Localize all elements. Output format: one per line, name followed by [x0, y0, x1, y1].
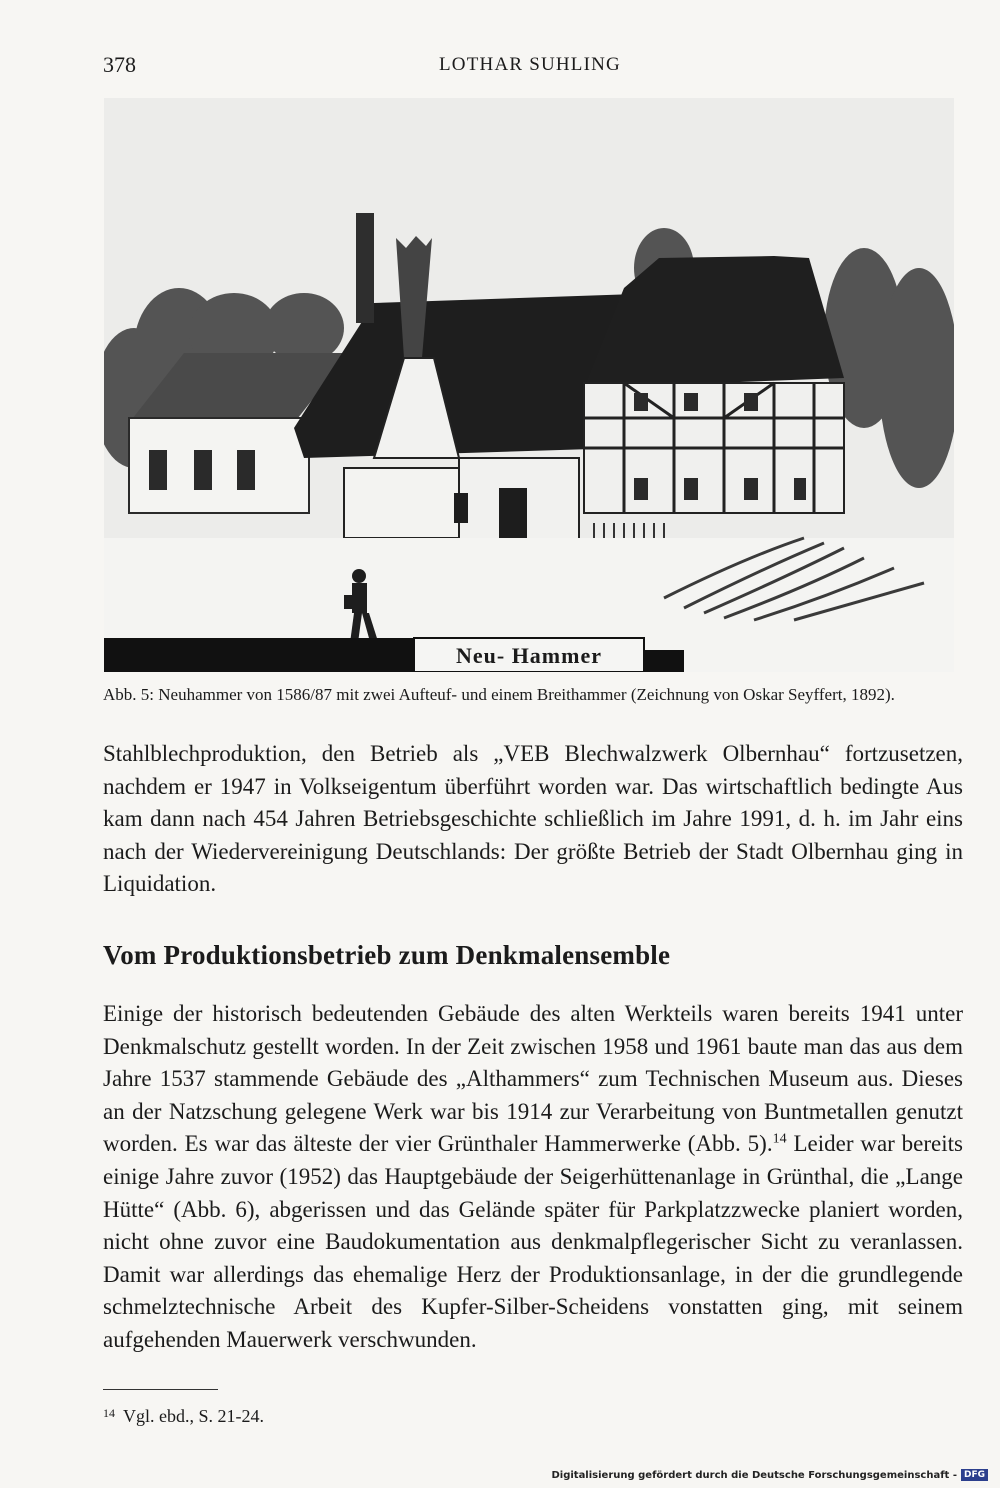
- footer-text: Digitalisierung gefördert durch die Deutsche Forschungsgemeinschaft -: [551, 1469, 957, 1481]
- page-header: [103, 52, 952, 82]
- figure-sign-label: Neu- Hammer: [455, 643, 602, 668]
- running-head: LOTHAR SUHLING: [439, 54, 621, 75]
- dfg-logo: DFG: [961, 1469, 988, 1481]
- footnote-reference[interactable]: 14: [772, 1131, 787, 1147]
- footnote: [103, 1406, 264, 1427]
- figure-illustration: [104, 98, 954, 672]
- figure-caption: Abb. 5: Neuhammer von 1586/87 mit zwei Aufteuf- und einem Breithammer (Zeichnung von Oskar Seyffert, 1892).: [103, 685, 895, 704]
- neuhammer-drawing: [104, 98, 954, 672]
- paragraph-1: Stahlblechproduktion, den Betrieb als „VEB Blechwalzwerk Olbernhau“ fortzusetzen, nachdem er 1947 in Volkseigentum überführt worden war. Das wirtschaftlich bedingte Aus kam dann nach 454 Jahren Betriebsgeschichte schließlich im Jahre 1991, d. h. im Jahr eins nach der Wiedervereinigung Deutschlands: Der größte Betrieb der Stadt Olbernhau ging in Liquidation.: [103, 741, 963, 897]
- paragraph-2-part-a: Einige der historisch bedeutenden Gebäude des alten Werkteils waren bereits 1941 unter Denkmalschutz gestellt worden. In der Zeit zwischen 1958 und 1961 baute man das aus dem Jahre 1537 stammende Gebäude des „Althammers“ zum Technischen Museum aus. Dieses an der Natzschung gelegene Werk war bis 1914 zur Verarbeitung von Buntmetallen genutzt worden. Es war das älteste der vier Grünthaler Hammerwerke (Abb. 5).: [103, 1001, 963, 1157]
- page-number: 378: [103, 52, 136, 77]
- paragraph-2: [103, 998, 963, 1357]
- digitization-footer: [551, 1468, 988, 1482]
- footnote-number: 14: [103, 1406, 115, 1420]
- footnote-divider: [103, 1389, 218, 1390]
- paragraph-2-part-b: Leider war bereits einige Jahre zuvor (1952) das Hauptgebäude der Seigerhüttenanlage in Grünthal, die „Lange Hütte“ (Abb. 6), abgerissen und das Gelände später für Parkplatzzwecke planiert worden, nicht ohne zuvor eine Baudokumentation aus denkmalpflegerischer Sicht zu veranlassen. Damit war allerdings das ehemalige Herz der Produktionsanlage, in der die grundlegende schmelztechnische Arbeit des Kupfer-Silber-Scheidens vonstatten ging, mit seinem aufgehenden Mauerwerk verschwunden.: [103, 1131, 963, 1352]
- footnote-text: Vgl. ebd., S. 21-24.: [123, 1406, 264, 1426]
- section-heading: Vom Produktionsbetrieb zum Denkmalensemble: [103, 940, 671, 970]
